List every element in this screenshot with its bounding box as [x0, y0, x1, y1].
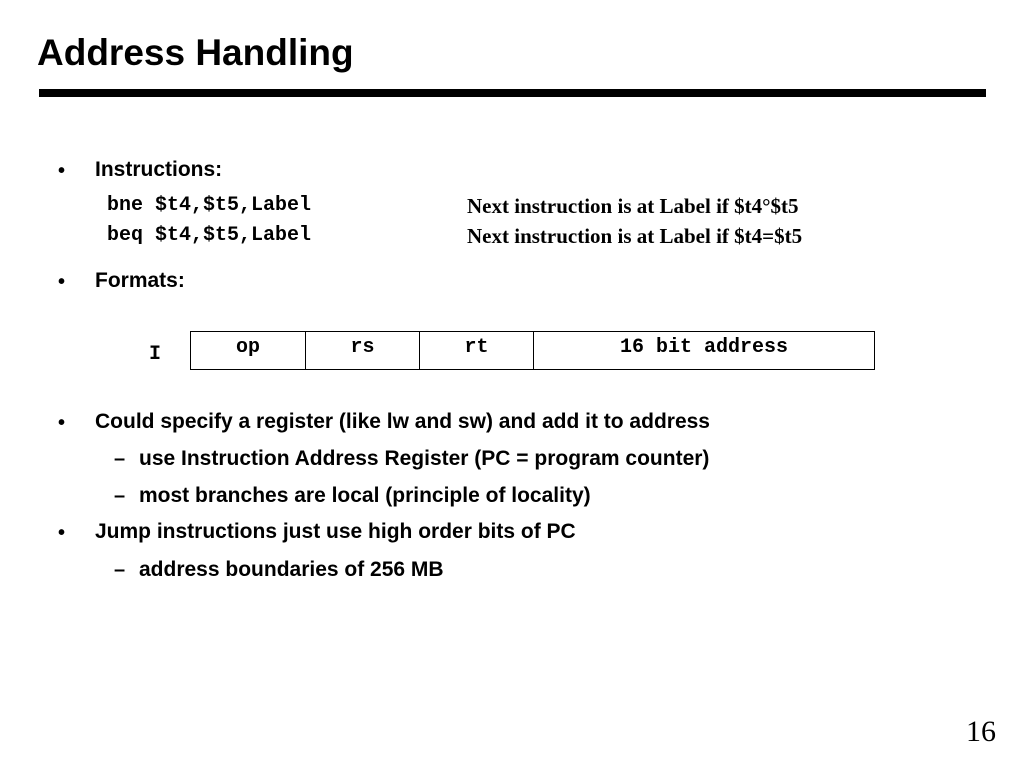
bullet-marker: •	[58, 160, 66, 182]
dash-marker: –	[114, 448, 126, 470]
instruction-description-beq: Next instruction is at Label if $t4=$t5	[467, 224, 803, 248]
formats-heading: Formats:	[95, 269, 185, 292]
instruction-code-bne: bne $t4,$t5,Label	[107, 194, 312, 217]
format-field-op: op	[191, 332, 306, 370]
bullet-marker: •	[58, 271, 66, 293]
format-field-rs: rs	[306, 332, 420, 370]
jump-subitem-boundaries: address boundaries of 256 MB	[139, 558, 444, 581]
format-field-address: 16 bit address	[534, 332, 875, 370]
instruction-format-table	[190, 331, 875, 370]
slide-title: Address Handling	[37, 32, 354, 73]
dash-marker: –	[114, 485, 126, 507]
format-type-label: I	[149, 343, 162, 366]
bullet-marker: •	[58, 412, 66, 434]
register-subitem-locality: most branches are local (principle of locality)	[139, 484, 591, 507]
instruction-code-beq: beq $t4,$t5,Label	[107, 224, 312, 247]
page-number: 16	[966, 715, 996, 748]
jump-bullet-text: Jump instructions just use high order bits of PC	[95, 520, 576, 543]
register-bullet-text: Could specify a register (like lw and sw) and add it to address	[95, 410, 710, 433]
instruction-description-bne: Next instruction is at Label if $t4°$t5	[467, 194, 799, 218]
format-field-rt: rt	[420, 332, 534, 370]
bullet-marker: •	[58, 522, 66, 544]
title-underline-rule	[39, 89, 986, 97]
dash-marker: –	[114, 559, 126, 581]
register-subitem-pc: use Instruction Address Register (PC = program counter)	[139, 447, 710, 470]
instructions-heading: Instructions:	[95, 158, 223, 181]
format-fields-row	[191, 332, 875, 370]
